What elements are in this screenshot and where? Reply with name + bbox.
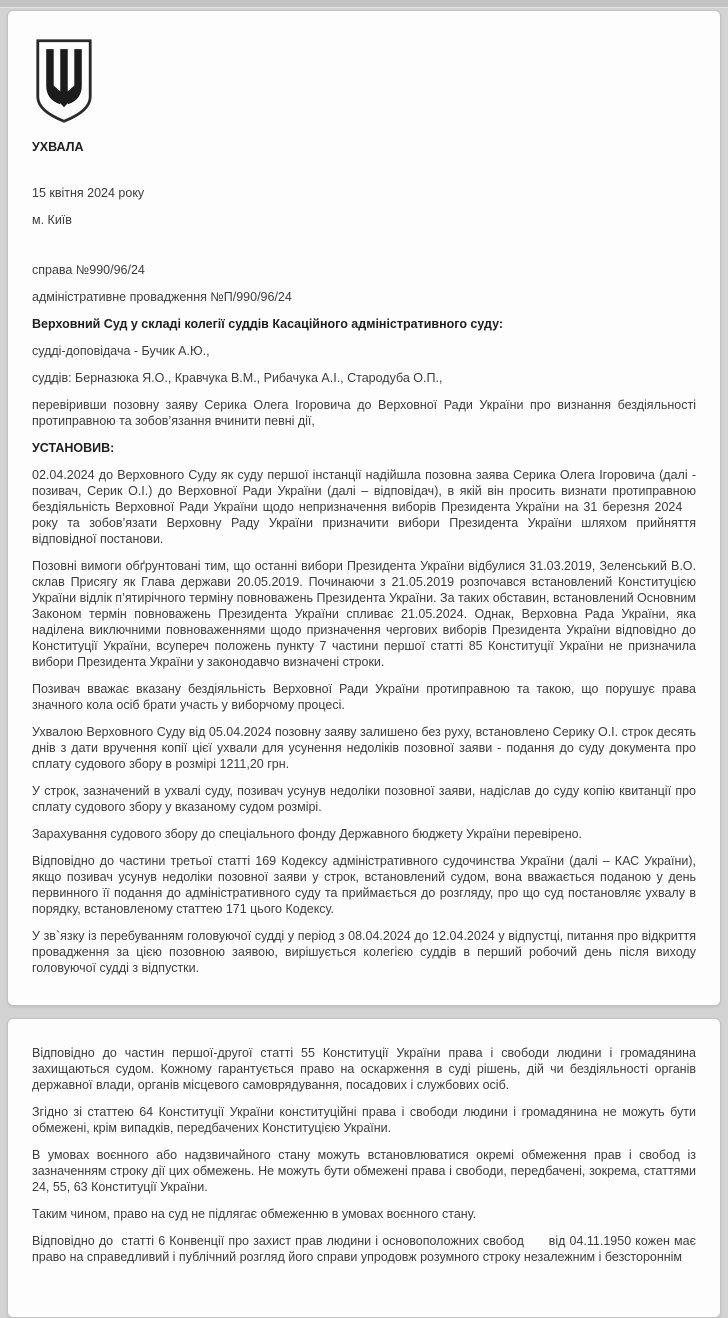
judge-rapporteur: судді-доповідача - Бучик А.Ю., (32, 344, 210, 358)
judges-list: суддів: Берназюка Я.О., Кравчука В.М., Рибачука А.І., Стародуба О.П., (32, 371, 443, 385)
document-page-1 (7, 10, 721, 1006)
paragraph: Позивач вважає вказану бездіяльність Верховної Ради України протиправною та такою, що порушує права значного кола осіб брати участь у виборчому процесі. (32, 682, 696, 712)
case-number: справа №990/96/24 (32, 263, 145, 277)
paragraph: Відповідно до частин першої-другої статті 55 Конституції України права і свободи людини і громадянина захищаються судом. Кожному гарантується право на оскарження в суді рішень, дій чи бездіяльності органів державної влади, органів місцевого самоврядування, посадових і службових осіб. (32, 1046, 696, 1092)
proceeding-number: адміністративне провадження №П/990/96/24 (32, 290, 292, 304)
paragraph: У зв`язку із перебуванням головуючої судді у період з 08.04.2024 до 12.04.2024 у відпустці, питання про відкриття провадження за цією позовною заявою, вирішується колегією суддів в перший робочий день після виходу головуючої судді з відпустки. (32, 929, 696, 975)
paragraph: Згідно зі статтею 64 Конституції України конституційні права і свободи людини і громадянина не можуть бути обмежені, крім випадків, передбачених Конституцією України. (32, 1105, 696, 1135)
paragraph: Ухвалою Верховного Суду від 05.04.2024 позовну заяву залишено без руху, встановлено Серику О.І. строк десять днів з дати вручення копії цієї ухвали для усунення недоліків позовної заяви - подання до суду документа про сплату судового збору в розмірі 1211,20 грн. (32, 725, 696, 771)
document-city: м. Київ (32, 213, 72, 227)
paragraph: 02.04.2024 до Верховного Суду як суду першої інстанції надійшла позовна заява Серика Олега Ігоровича (далі - позивач, Серик О.І.) до Верховної Ради України (далі – відповідач), в якій він просить визнати протиправною бездіяльність Верховної Ради України щодо непризначення виборів Президента України на 31 березня 2024 року та зобов’язати Верховну Раду України призначити вибори Президента України шляхом прийняття відповідної постанови. (32, 468, 696, 546)
paragraph: Відповідно до частини третьої статті 169 Кодексу адміністративного судочинства України (далі – КАС України), якщо позивач усунув недоліки позовної заяви у строк, встановлений судом, вона вважається поданою у день первинного її подання до адміністративного суду та приймається до розгляду, про що суд постановляє ухвалу в порядку, встановленому статтею 171 цього Кодексу. (32, 854, 696, 916)
paragraph: Позовні вимоги обґрунтовані тим, що останні вибори Президента України відбулися 31.03.2019, Зеленський В.О. склав Присягу як Глава держави 20.05.2019. Починаючи з 21.05.2019 розпочався встановлений Конституцією України відлік п’ятирічного терміну повноважень Президента України. За таких обставин, встановлений Основним Законом термін повноважень Президента України спливає 21.05.2024. Однак, Верховна Рада України, яка наділена виключними повноваженнями щодо призначення чергових виборів Президента України відповідно до Конституції України, всупереч положень пункту 7 частини першої статті 85 Конституції України не призначила вибори Президента України у законодавчо визначені строки. (32, 559, 696, 669)
preamble: перевіривши позовну заяву Серика Олега Ігоровича до Верховної Ради України про визнання бездіяльності протиправною та зобов’язання вчинити певні дії, (32, 398, 696, 428)
paragraph: В умовах воєнного або надзвичайного стану можуть встановлюватися окремі обмеження прав і свобод із зазначенням строку дії цих обмежень. Не можуть бути обмежені права і свободи, передбачені, зокрема, статтями 24, 55, 63 Конституції України. (32, 1148, 696, 1194)
established-heading: УСТАНОВИВ: (32, 441, 115, 455)
paragraph: Таким чином, право на суд не підлягає обмеженню в умовах воєнного стану. (32, 1207, 477, 1221)
document-date: 15 квітня 2024 року (32, 186, 145, 200)
document-page-2 (7, 1018, 721, 1318)
paragraph: Відповідно до статті 6 Конвенції про захист прав людини і основоположних свобод від 04.11.1950 кожен має право на справедливий і публічний розгляд його справи упродовж розумного строку незалежним і безстороннім (32, 1234, 696, 1264)
page-top-strip (0, 0, 728, 8)
court-composition-heading: Верховний Суд у складі колегії суддів Касаційного адміністративного суду: (32, 317, 504, 331)
ukraine-trident-emblem-icon (34, 37, 696, 125)
paragraph: У строк, зазначений в ухвалі суду, позивач усунув недоліки позовної заяви, надіслав до суду копію квитанції про сплату судового збору у вказаному судом розмірі. (32, 784, 696, 814)
document-title: УХВАЛА (32, 140, 84, 154)
paragraph: Зарахування судового збору до спеціального фонду Державного бюджету України перевірено. (32, 827, 583, 841)
